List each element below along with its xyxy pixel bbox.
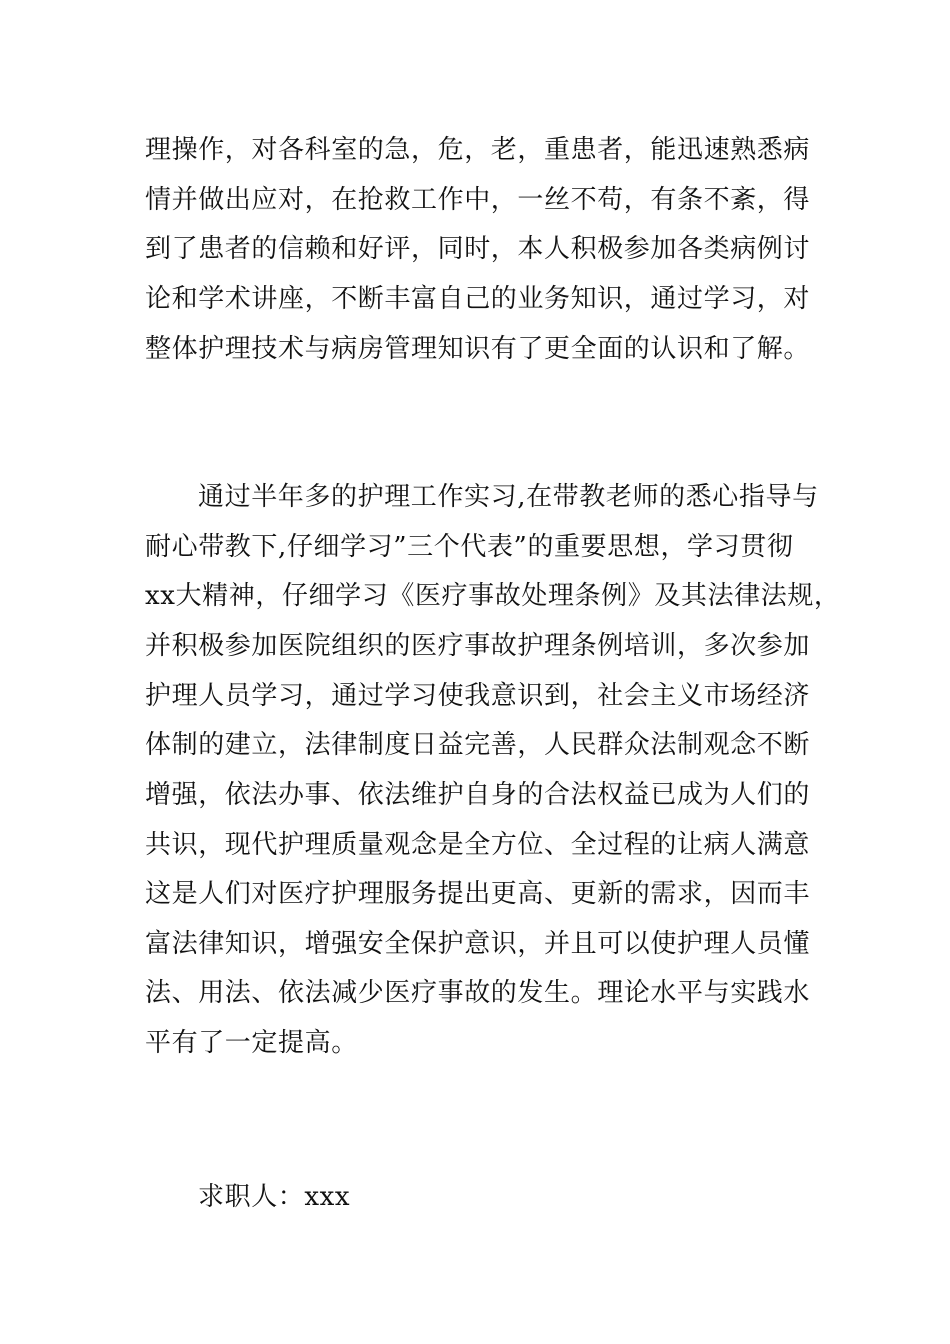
paragraph2-line: 法、用法、依法减少医疗事故的发生。理论水平与实践水 — [145, 978, 811, 1008]
paragraph2-line: 护理人员学习，通过学习使我意识到，社会主义市场经济 — [145, 681, 811, 711]
paragraph1-line: 情并做出应对，在抢救工作中，一丝不苟，有条不紊，得 — [145, 185, 811, 215]
paragraph2-line: xx大精神，仔细学习《医疗事故处理条例》及其法律法规， — [145, 581, 841, 611]
paragraph2-line: 增强，依法办事、依法维护自身的合法权益已成为人们的 — [145, 780, 811, 810]
paragraph2-line: 体制的建立，法律制度日益完善，人民群众法制观念不断 — [145, 730, 811, 760]
paragraph1-line: 整体护理技术与病房管理知识有了更全面的认识和了解。 — [145, 334, 811, 364]
paragraph2-line: 耐心带教下,仔细学习”三个代表”的重要思想，学习贯彻 — [145, 532, 794, 562]
paragraph1-line: 理操作，对各科室的急，危，老，重患者，能迅速熟悉病 — [145, 135, 811, 165]
paragraph2-line: 富法律知识，增强安全保护意识，并且可以使护理人员懂 — [145, 929, 811, 959]
paragraph2-line: 这是人们对医疗护理服务提出更高、更新的需求，因而丰 — [145, 879, 811, 909]
paragraph2-line: 平有了一定提高。 — [145, 1028, 358, 1058]
paragraph1-line: 到了患者的信赖和好评，同时，本人积极参加各类病例讨 — [145, 234, 811, 264]
signature: 求职人：xxx — [198, 1182, 351, 1212]
paragraph1-line: 论和学术讲座，不断丰富自己的业务知识，通过学习，对 — [145, 284, 811, 314]
paragraph2-line: 共识，现代护理质量观念是全方位、全过程的让病人满意 — [145, 830, 811, 860]
paragraph2-line: 并积极参加医院组织的医疗事故护理条例培训，多次参加 — [145, 631, 811, 661]
paragraph2-line: 通过半年多的护理工作实习,在带教老师的悉心指导与 — [198, 482, 819, 512]
